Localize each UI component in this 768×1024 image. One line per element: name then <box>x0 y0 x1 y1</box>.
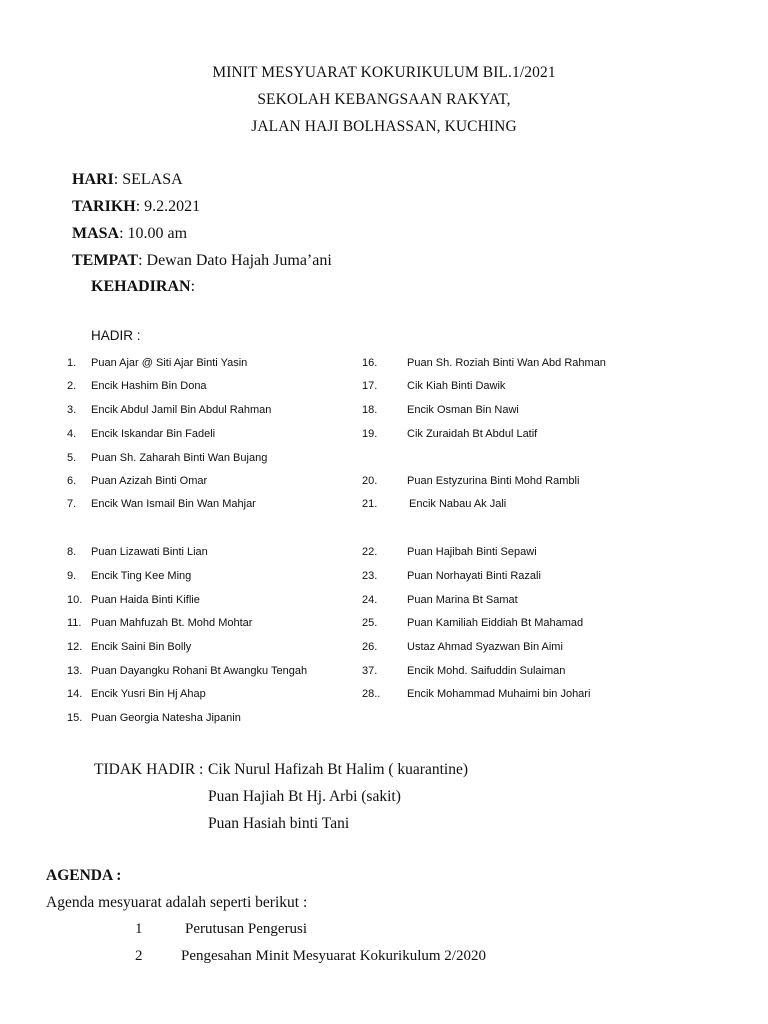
list-item-number: 28.. <box>362 688 381 700</box>
list-item-name: Encik Ting Kee Ming <box>91 570 192 582</box>
list-item-number: 13. <box>67 665 83 677</box>
agenda-title: AGENDA : <box>46 867 122 884</box>
list-item-name: Puan Mahfuzah Bt. Mohd Mohtar <box>91 617 253 629</box>
school-address: JALAN HAJI BOLHASSAN, KUCHING <box>251 118 517 135</box>
tempat-value: : Dewan Dato Hajah Juma’ani <box>138 252 332 269</box>
agenda-item-text: Pengesahan Minit Mesyuarat Kokurikulum 2/2020 <box>181 948 486 964</box>
list-item-name: Puan Ajar @ Siti Ajar Binti Yasin <box>91 357 248 369</box>
list-item-number: 8. <box>67 546 77 558</box>
meta-tarikh <box>72 198 200 216</box>
agenda-intro: Agenda mesyuarat adalah seperti berikut : <box>46 894 308 911</box>
list-item-number: 9. <box>67 570 77 582</box>
list-item-name: Ustaz Ahmad Syazwan Bin Aimi <box>407 641 563 653</box>
list-item-number: 15. <box>67 712 83 724</box>
list-item-name: Puan Sh. Zaharah Binti Wan Bujang <box>91 452 268 464</box>
list-item-name: Cik Kiah Binti Dawik <box>407 380 506 392</box>
list-item-number: 24. <box>362 594 378 606</box>
list-item-name: Puan Hajibah Binti Sepawi <box>407 546 537 558</box>
list-item-number: 25. <box>362 617 378 629</box>
list-item-number: 5. <box>67 452 77 464</box>
list-item-number: 22. <box>362 546 378 558</box>
list-item-name: Puan Sh. Roziah Binti Wan Abd Rahman <box>407 357 606 369</box>
list-item-number: 10. <box>67 594 83 606</box>
list-item-number: 26. <box>362 641 378 653</box>
masa-value: : 10.00 am <box>119 225 188 242</box>
list-item-number: 17. <box>362 380 378 392</box>
meta-masa <box>72 225 187 243</box>
list-item-number: 20. <box>362 475 378 487</box>
list-item-number: 37. <box>362 665 378 677</box>
list-item-number: 3. <box>67 404 77 416</box>
list-item-number: 16. <box>362 357 378 369</box>
hari-label: HARI <box>72 171 114 188</box>
tarikh-value: : 9.2.2021 <box>135 198 201 215</box>
list-item-number: 18. <box>362 404 378 416</box>
list-item-name: Encik Wan Ismail Bin Wan Mahjar <box>91 498 256 510</box>
list-item-name: Puan Haida Binti Kiflie <box>91 594 200 606</box>
list-item-name: Puan Lizawati Binti Lian <box>91 546 208 558</box>
masa-label: MASA <box>72 225 120 242</box>
list-item-name: Encik Saini Bin Bolly <box>91 641 192 653</box>
list-item-number: 4. <box>67 428 77 440</box>
list-item-name: Puan Kamiliah Eiddiah Bt Mahamad <box>407 617 584 629</box>
list-item-number: 21. <box>362 498 378 510</box>
list-item-name: Cik Zuraidah Bt Abdul Latif <box>407 428 538 440</box>
list-item-name: Encik Iskandar Bin Fadeli <box>91 428 216 440</box>
kehadiran-colon: : <box>190 278 196 295</box>
list-item-name: Encik Mohammad Muhaimi bin Johari <box>407 688 591 700</box>
list-item-name: Encik Nabau Ak Jali <box>409 498 507 510</box>
document-title: MINIT MESYUARAT KOKURIKULUM BIL.1/2021 <box>212 64 556 81</box>
list-item-number: 7. <box>67 498 77 510</box>
list-item-name: Encik Abdul Jamil Bin Abdul Rahman <box>91 404 272 416</box>
absent-name: Puan Hajiah Bt Hj. Arbi (sakit) <box>208 788 401 805</box>
list-item-name: Puan Estyzurina Binti Mohd Rambli <box>407 475 580 487</box>
list-item-number: 23. <box>362 570 378 582</box>
hadir-label: HADIR : <box>91 328 141 343</box>
list-item-name: Encik Osman Bin Nawi <box>407 404 519 416</box>
list-item-number: 19. <box>362 428 378 440</box>
list-item-name: Puan Norhayati Binti Razali <box>407 570 541 582</box>
list-item-name: Puan Georgia Natesha Jipanin <box>91 712 241 724</box>
school-name: SEKOLAH KEBANGSAAN RAKYAT, <box>257 91 511 108</box>
meta-tempat <box>72 252 332 270</box>
list-item-name: Encik Hashim Bin Dona <box>91 380 207 392</box>
kehadiran-label: KEHADIRAN <box>91 278 191 295</box>
hari-value: : SELASA <box>113 171 183 188</box>
list-item-number: 12. <box>67 641 83 653</box>
agenda-item-number: 2 <box>135 948 143 964</box>
list-item-number: 14. <box>67 688 83 700</box>
list-item-name: Encik Yusri Bin Hj Ahap <box>91 688 206 700</box>
agenda-item-number: 1 <box>135 921 143 937</box>
meta-kehadiran <box>91 278 195 296</box>
list-item-number: 11. <box>67 617 82 629</box>
agenda-item-text: Perutusan Pengerusi <box>185 921 308 937</box>
list-item-name: Puan Dayangku Rohani Bt Awangku Tengah <box>91 665 308 677</box>
list-item-number: 2. <box>67 380 77 392</box>
list-item-name: Puan Azizah Binti Omar <box>91 475 208 487</box>
tarikh-label: TARIKH <box>72 198 136 215</box>
list-item-name: Encik Mohd. Saifuddin Sulaiman <box>407 665 566 677</box>
absent-label: TIDAK HADIR : <box>94 761 204 778</box>
absent-name: Cik Nurul Hafizah Bt Halim ( kuarantine) <box>208 761 468 778</box>
list-item-number: 6. <box>67 475 77 487</box>
list-item-name: Puan Marina Bt Samat <box>407 594 518 606</box>
tempat-label: TEMPAT <box>72 252 139 269</box>
absent-name: Puan Hasiah binti Tani <box>208 815 350 832</box>
meta-hari <box>72 171 183 189</box>
list-item-number: 1. <box>67 357 77 369</box>
